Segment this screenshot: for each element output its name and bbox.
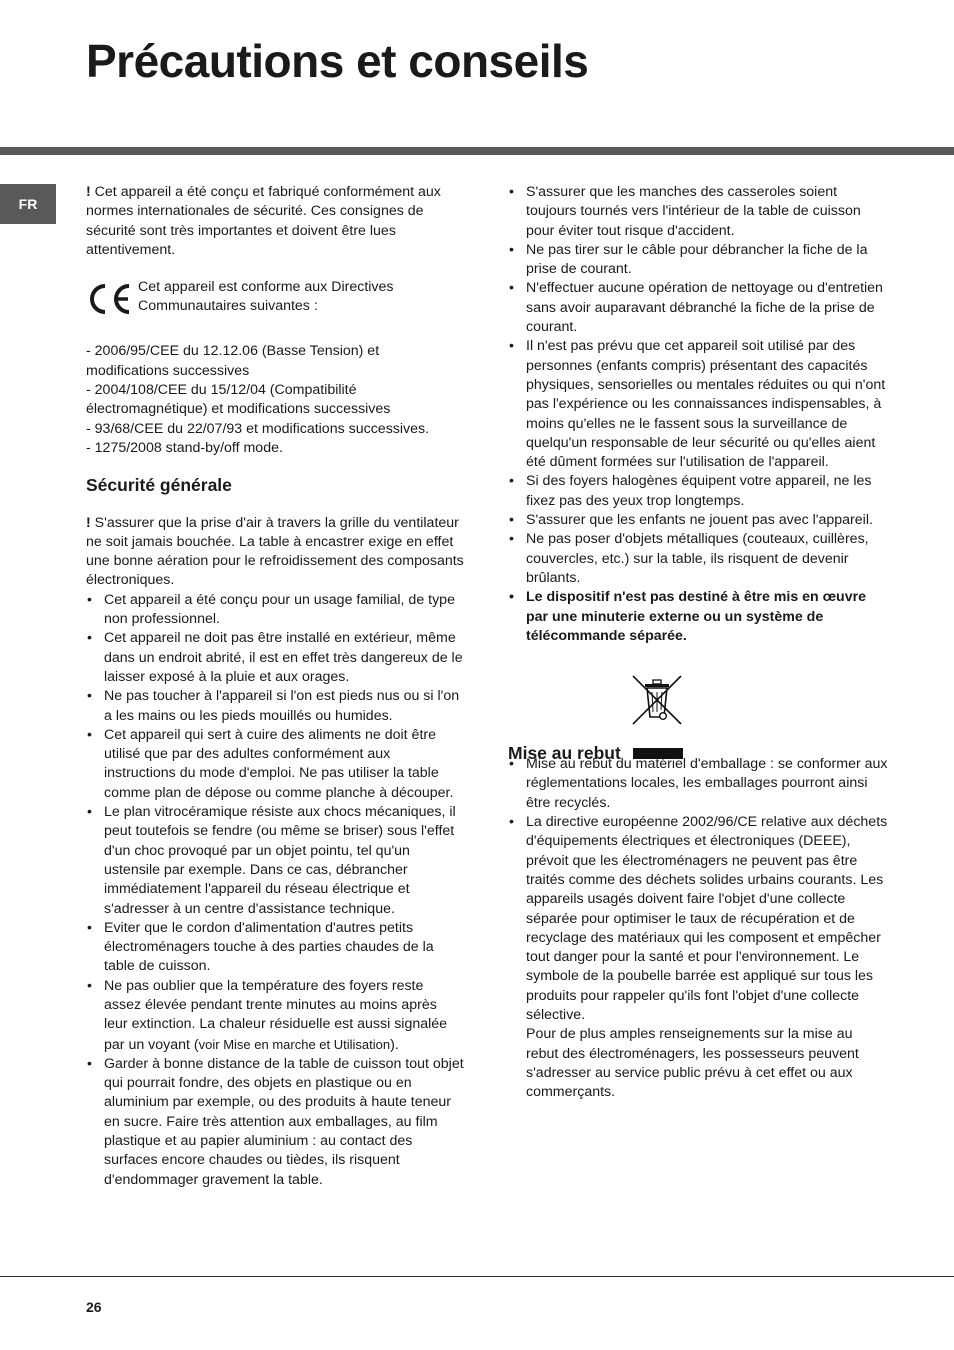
ventilation-paragraph	[86, 514, 464, 591]
language-tab: FR	[0, 184, 56, 224]
list-item: • Le plan vitrocéramique résiste aux chocs mécaniques, il peut toutefois se fendre (ou même se briser) sous l'effet d'un choc provoqué par un objet pointu, tel qu'un ustensile par exemple. Dans ce cas, débrancher immédiatement l'appareil du réseau électrique et s'adresser à un centre d'assistance technique.	[86, 803, 464, 919]
list-item-continuation: Pour de plus amples renseignements sur la mise au rebut des électroménagers, les possesseurs peuvent s'adresser au service public prévu à cet effet ou aux commerçants.	[526, 1026, 859, 1101]
list-item: • S'assurer que les enfants ne jouent pas avec l'appareil.	[508, 511, 888, 530]
directive-item: - 2006/95/CEE du 12.12.06 (Basse Tension) et modifications successives	[86, 343, 380, 379]
section-heading-rebut: Mise au rebut	[508, 742, 621, 763]
intro-text: Cet appareil a été conçu et fabriqué conformément aux normes internationales de sécurité. Ces consignes de sécurité sont très importantes et doivent être lues attentivement.	[86, 184, 441, 258]
safety-list-continued	[508, 183, 888, 646]
section-heading-securite: Sécurité générale	[86, 475, 232, 496]
page-title: Précautions et conseils	[86, 35, 589, 87]
safety-list	[86, 591, 464, 1190]
warning-mark: !	[86, 184, 91, 200]
list-item: • N'effectuer aucune opération de nettoyage ou d'entretien sans avoir auparavant débranché la fiche de la prise de courant.	[508, 279, 888, 337]
list-item: • Cet appareil qui sert à cuire des aliments ne doit être utilisé que par des adultes conformément aux instructions du mode d'emploi. Ne pas utiliser la table comme plan de dépose ou comme planche à découper.	[86, 726, 464, 803]
disposal-header	[508, 655, 888, 763]
footer-rule	[0, 1276, 954, 1277]
disposal-list	[508, 755, 888, 1102]
ce-mark-icon	[86, 278, 138, 323]
list-item: • Garder à bonne distance de la table de cuisson tout objet qui pourrait fondre, des objets en plastique ou en aluminium par exemple, ou des produits à haute teneur en sucre. Faire très attention aux emballages, au film plastique et au papier aluminium : au contact des surfaces encore chaudes ou tièdes, ils risquent d'endommager gravement la table.	[86, 1055, 464, 1190]
list-item: • Ne pas poser d'objets métalliques (couteaux, cuillères, couvercles, etc.) sur la table, ils risquent de devenir brûlants.	[508, 530, 888, 588]
list-item: • Il n'est pas prévu que cet appareil soit utilisé par des personnes (enfants compris) présentant des capacités physiques, sensorielles ou mentales réduites ou qui n'ont pas l'expérience ou les connaissances indispensables, à moins qu'elles ne le fassent sous la surveillance de quelqu'un responsable de leur sécurité ou qu'elles aient été dûment formées sur l'utilisation de l'appareil.	[508, 337, 888, 472]
list-item: • Mise au rebut du matériel d'emballage : se conformer aux réglementations locales, les emballages pourront ainsi être recyclés.	[508, 755, 888, 813]
ventilation-text: S'assurer que la prise d'air à travers la grille du ventilateur ne soit jamais bouchée. La table à encastrer exige en effet une bonne aération pour le refroidissement des composants électroniques.	[86, 514, 464, 589]
directives-list	[86, 342, 464, 458]
list-item-text: La directive européenne 2002/96/CE relative aux déchets d'équipements électriques et électroniques (DEEE), prévoit que les électroménagers ne peuvent pas être traités comme des déchets solides urbains courants. Les appareils usagés doivent faire l'objet d'une collecte séparée pour optimiser le taux de récupération et de recyclage des matériaux qui les composent et empêcher tout danger pour la santé et pour l'environnement. Le symbole de la poubelle barrée est appliqué sur tous les produits pour rappeler qu'ils font l'objet d'une collecte sélective.	[526, 814, 888, 1023]
list-item	[508, 813, 888, 1102]
list-item: • Ne pas toucher à l'appareil si l'on est pieds nus ou si l'on a les mains ou les pieds mouillés ou humides.	[86, 687, 464, 726]
intro-paragraph	[86, 183, 464, 260]
directive-item: - 1275/2008 stand-by/off mode.	[86, 439, 283, 456]
crossed-bin-icon	[630, 673, 684, 727]
list-item: • Cet appareil ne doit pas être installé en extérieur, même dans un endroit abrité, il est en effet très dangereux de le laisser exposé à la pluie et aux orages.	[86, 629, 464, 687]
list-item-text: Ne pas oublier que la température des foyers reste assez élevée pendant trente minutes au moins après leur extinction. La chaleur résiduelle est aussi signalée par un voyant (	[104, 977, 448, 1053]
list-item: • S'assurer que les manches des casseroles soient toujours tournés vers l'intérieur de la table de cuisson pour éviter tout risque d'accident.	[508, 183, 888, 241]
list-item: • Cet appareil a été conçu pour un usage familial, de type non professionnel.	[86, 591, 464, 630]
page-number: 26	[86, 1299, 102, 1315]
right-column	[508, 183, 888, 1102]
directive-item: - 2004/108/CEE du 15/12/04 (Compatibilité électromagnétique) et modifications successives	[86, 382, 391, 418]
left-column	[86, 183, 464, 1190]
list-item: • Ne pas tirer sur le câble pour débrancher la fiche de la prise de courant.	[508, 241, 888, 280]
list-item-close: ).	[390, 1036, 399, 1053]
ce-text: Cet appareil est conforme aux Directives Communautaires suivantes :	[138, 279, 394, 315]
cross-reference: voir Mise en marche et Utilisation	[198, 1036, 391, 1052]
list-item	[86, 977, 464, 1055]
list-item-bold: • Le dispositif n'est pas destiné à être mis en œuvre par une minuterie externe ou un système de télécommande séparée.	[508, 588, 888, 646]
directive-item: - 93/68/CEE du 22/07/93 et modifications successives.	[86, 420, 430, 437]
list-item: • Si des foyers halogènes équipent votre appareil, ne les fixez pas des yeux trop longtemps.	[508, 472, 888, 511]
warning-mark: !	[86, 514, 91, 531]
ce-conformity	[86, 278, 464, 323]
header-rule	[0, 147, 954, 155]
list-item: • Eviter que le cordon d'alimentation d'autres petits électroménagers touche à des parties chaudes de la table de cuisson.	[86, 919, 464, 977]
